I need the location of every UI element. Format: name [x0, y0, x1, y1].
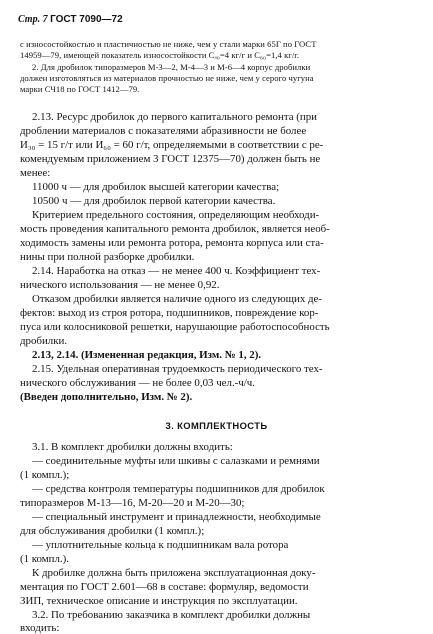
text-line: — специальный инструмент и принадлежности, необходимые: [32, 511, 321, 523]
text-line: нического использования — не менее 0,92.: [20, 279, 220, 291]
footnote-line: с износостойкостью и пластичностью не ниже, чем у стали марки 65Г по ГОСТ: [20, 39, 317, 49]
text-line: фектов: выход из строя ротора, подшипников, повреждение кор-: [20, 307, 319, 319]
footnote-line: 14959—79, имеющей показатель износостойкости Сₐ₀=4 кг/г и С₆₀=1,4 кг/г.: [20, 50, 300, 60]
text-line: — средства контроля температуры подшипников для дробилок: [32, 483, 325, 495]
text-line: 2.13. Ресурс дробилок до первого капитального ремонта (при: [32, 111, 318, 123]
amendment-note: 2.13, 2.14. (Измененная редакция, Изм. № 1, 2).: [32, 349, 262, 361]
text-line: К дробилке должна быть приложена эксплуатационная доку-: [32, 567, 316, 579]
text-line: мость проведения капитального ремонта дробилок, является необ-: [20, 223, 330, 235]
text-line: 10500 ч — для дробилок первой категории качества.: [32, 195, 276, 207]
footnote-line: должен изготовляться из материалов прочностью не ниже, чем у серого чугуна: [20, 73, 314, 83]
text-line: для обслуживания дробилки (1 компл.);: [20, 525, 205, 537]
section-heading: 3. КОМПЛЕКТНОСТЬ: [165, 420, 268, 431]
text-line: (1 компл.);: [20, 469, 70, 481]
text-line: — уплотнительные кольца к подшипникам вала ротора: [32, 539, 289, 551]
text-line: дроблении материалов с показателями абразивности не более: [20, 125, 307, 137]
text-line: 3.2. По требованию заказчика в комплект дробилки должны: [32, 609, 311, 621]
text-line: пуса или колосниковой решетки, нарушающие работоспособность: [20, 321, 330, 333]
amendment-note: (Введен дополнительно, Изм. № 2).: [20, 391, 193, 403]
page-header: [18, 14, 123, 25]
text-line: 3.1. В комплект дробилки должны входить:: [32, 441, 233, 453]
text-line: нического обслуживания — не более 0,03 чел.-ч/ч.: [20, 377, 255, 389]
text-line: комендуемым приложением 3 ГОСТ 12375—70) должен быть не: [20, 153, 321, 165]
text-line: — соединительные муфты или шкивы с салазками и ремнями: [32, 455, 320, 467]
page-number: Стр. 7: [18, 14, 48, 25]
text-line: 2.15. Удельная оперативная трудоемкость периодического тех-: [32, 363, 323, 375]
footnote-line: 2. Для дробилок типоразмеров М-3—2, М-4—3 и М-6—4 корпус дробилки: [32, 62, 311, 72]
text-line: Отказом дробилки является наличие одного из следующих де-: [32, 293, 323, 305]
text-line: (1 компл.).: [20, 553, 69, 565]
text-line: 11000 ч — для дробилок высшей категории качества;: [32, 181, 280, 193]
text-line: входить:: [20, 622, 60, 634]
text-line: 2.14. Наработка на отказ — не менее 400 ч. Коэффициент тех-: [32, 265, 321, 277]
text-line: И₃₀ = 15 г/т или И₆₀ = 60 г/т, определяемыми в соответствии с ре-: [20, 139, 324, 151]
text-line: ЗИП, техническое описание и инструкция по эксплуатации.: [20, 595, 298, 607]
text-line: ходимость замены или ремонта ротора, ремонта корпуса или ста-: [20, 237, 324, 249]
text-line: менее:: [20, 167, 51, 179]
text-line: нины при полной разборке дробилки.: [20, 251, 195, 263]
text-line: дробилки.: [20, 335, 68, 347]
text-line: ментация по ГОСТ 2.601—68 в составе: формуляр, ведомости: [20, 581, 309, 593]
text-line: типоразмеров М-13—16, М-20—20 и М-20—30;: [20, 497, 245, 509]
footnote-line: марки СЧ18 по ГОСТ 1412—79.: [20, 84, 140, 94]
text-line: Критерием предельного состояния, определяющим необходи-: [32, 209, 320, 221]
standard-number: ГОСТ 7090—72: [50, 14, 123, 25]
